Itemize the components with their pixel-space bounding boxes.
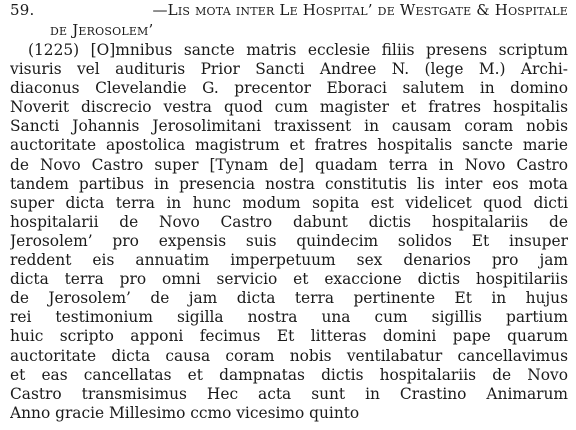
document-page: [10, 0, 568, 423]
body-line: Castro transmisimus Hec acta sunt in Crastino Animarum: [10, 384, 568, 403]
body-line: de Jerosolem’ de jam dicta terra pertinente Et in hujus: [10, 289, 568, 308]
body-line: Anno gracie Millesimo ccmo vicesimo quinto: [10, 403, 360, 422]
body-line: super dicta terra in hunc modum sopita est videlicet quod dicti: [10, 193, 568, 212]
body-line: de Novo Castro super [Tynam de] quadam terra in Novo Castro: [10, 155, 568, 174]
body-line: huic scripto apponi fecimus Et litteras domini pape quarum: [10, 327, 568, 346]
heading-title-line-1: —Lis mota inter Le Hospital’ de Westgate & Hospitale: [152, 1, 568, 19]
body-line: auctoritate dicta causa coram nobis ventilabatur cancellavimus: [10, 346, 568, 365]
body-line: Jerosolem’ pro expensis suis quindecim solidos Et insuper: [10, 231, 568, 250]
charter-heading: [10, 0, 568, 40]
body-line: tandem partibus in presencia nostra constitutis lis inter eos mota: [10, 174, 568, 193]
body-line: et eas cancellatas et dampnatas dictis hospitalariis de Novo: [10, 365, 568, 384]
body-line: diaconus Clevelandie G. precentor Eboraci salutem in domino: [10, 79, 568, 98]
heading-line-1: [10, 0, 568, 20]
body-line: dicta terra pro omni servicio et exaccione dictis hospitilariis: [10, 270, 568, 289]
body-line: visuris vel audituris Prior Sancti Andree N. (lege M.) Archi-: [10, 60, 568, 79]
charter-number: 59.: [10, 1, 35, 19]
charter-body: [10, 41, 568, 423]
body-line: rei testimonium sigilla nostra una cum sigillis partium: [10, 308, 568, 327]
body-line: Noverit discrecio vestra quod cum magister et fratres hospitalis: [10, 98, 568, 117]
heading-title-line-2: de Jerosolem’: [50, 21, 154, 39]
body-line: hospitalarii de Novo Castro dabunt dictis hospitalariis de: [10, 212, 568, 231]
body-line: (1225) [O]mnibus sancte matris ecclesie filiis presens scriptum: [28, 41, 568, 59]
body-line: Sancti Johannis Jerosolimitani traxissent in causam coram nobis: [10, 117, 568, 136]
body-line: auctoritate apostolica magistrum et fratres hospitalis sancte marie: [10, 136, 568, 155]
body-line: reddent eis annuatim imperpetuum sex denarios pro jam: [10, 251, 568, 270]
